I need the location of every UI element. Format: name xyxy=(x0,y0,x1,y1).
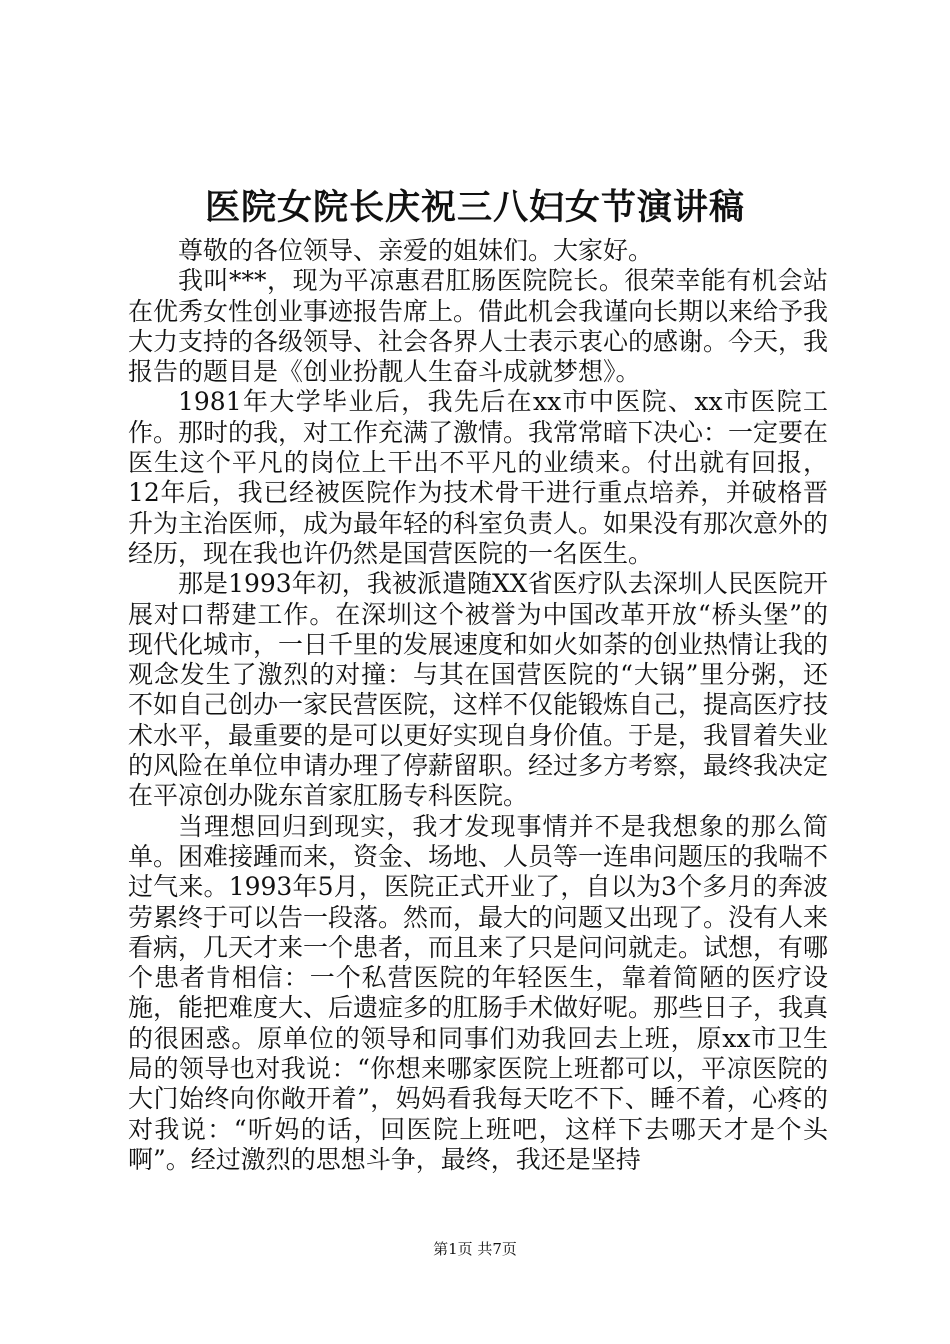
paragraph-early-career: 1981年大学毕业后，我先后在xx市中医院、xx市医院工作。那时的我，对工作充满了激情。我常常暗下决心：一定要在医生这个平凡的岗位上干出不平凡的业绩来。付出就有回报，12年后，我已经被医院作为技术骨干进行重点培养，并破格晋升为主治医师，成为最年轻的科室负责人。如果没有那次意外的经历，现在我也许仍然是国营医院的一名医生。 xyxy=(128,387,829,568)
paragraph-greeting: 尊敬的各位领导、亲爱的姐妹们。大家好。 xyxy=(178,236,654,265)
page-number-footer: 第1页 共7页 xyxy=(433,1240,517,1258)
paragraph-difficulties: 当理想回归到现实，我才发现事情并不是我想象的那么简单。困难接踵而来，资金、场地、人员等一连串问题压的我喘不过气来。1993年5月，医院正式开业了，自以为3个多月的奔波劳累终于可以告一段落。然而，最大的问题又出现了。没有人来看病，几天才来一个患者，而且来了只是问问就走。试想，有哪个患者肯相信：一个私营医院的年轻医生，靠着简陋的医疗设施，能把难度大、后遗症多的肛肠手术做好呢。那些日子，我真的很困惑。原单位的领导和同事们劝我回去上班，原xx市卫生局的领导也对我说：“你想来哪家医院上班都可以，平凉医院的大门始终向你敞开着”，妈妈看我每天吃不下、睡不着，心疼的对我说：“听妈的话，回医院上班吧，这样下去哪天才是个头啊”。经过激烈的思想斗争，最终，我还是坚持 xyxy=(128,811,829,1174)
paragraph-shenzhen-1993: 那是1993年初，我被派遣随XX省医疗队去深圳人民医院开展对口帮建工作。在深圳这个被誉为中国改革开放“桥头堡”的现代化城市，一日千里的发展速度和如火如荼的创业热情让我的观念发生了激烈的对撞：与其在国营医院的“大锅”里分粥，还不如自己创办一家民营医院，这样不仅能锻炼自己，提高医疗技术水平，最重要的是可以更好实现自身价值。于是，我冒着失业的风险在单位申请办理了停薪留职。经过多方考察，最终我决定在平凉创办陇东首家肛肠专科医院。 xyxy=(128,569,829,811)
document-body xyxy=(128,236,828,1175)
paragraph-introduction: 我叫***，现为平凉惠君肛肠医院院长。很荣幸能有机会站在优秀女性创业事迹报告席上。借此机会我谨向长期以来给予我大力支持的各级领导、社会各界人士表示衷心的感谢。今天，我报告的题目是《创业扮靓人生奋斗成就梦想》。 xyxy=(128,266,829,387)
document-title: 医院女院长庆祝三八妇女节演讲稿 xyxy=(204,187,745,228)
